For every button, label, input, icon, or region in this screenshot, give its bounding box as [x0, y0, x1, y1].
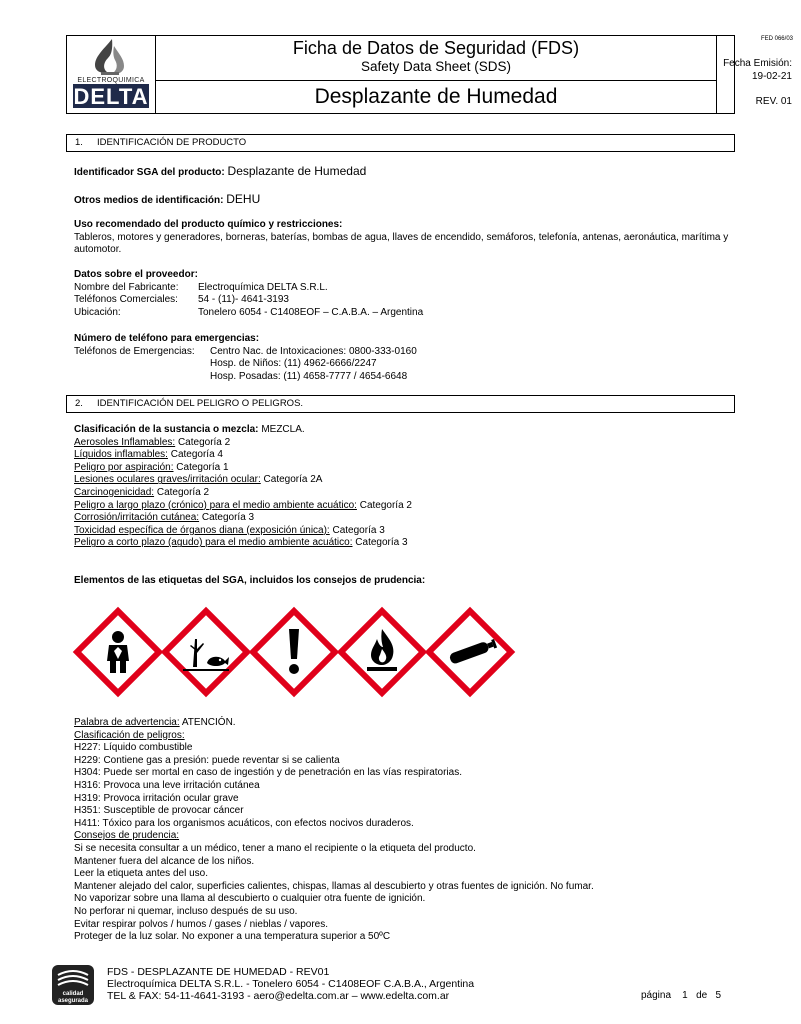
hazard-class-row: Toxicidad específica de órganos diana (exposición única): Categoría 3	[74, 524, 385, 536]
title-spanish: Ficha de Datos de Seguridad (FDS)	[292, 38, 580, 58]
precaution-statement: Mantener fuera del alcance de los niños.	[74, 855, 255, 867]
quality-assured-icon	[52, 965, 94, 1005]
document-header	[66, 35, 793, 114]
precaution-statement: Proteger de la luz solar. No exponer a una temperatura superior a 50ºC	[74, 931, 391, 943]
precaution-statement: No perforar ni quemar, incluso después de su uso.	[74, 905, 298, 917]
emergency-line: Centro Nac. de Intoxicaciones: 0800-333-0160	[210, 345, 417, 357]
company-logo	[67, 36, 156, 113]
footer-info: FDS - DESPLAZANTE DE HUMEDAD - REV01 Electroquímica DELTA S.R.L. - Tonelero 6054 - C1408EOF C.A.B.A., Argentina TEL & FAX: 54-11-4641-3193 - aero@edelta.com.ar – www.edelta.com.ar	[107, 966, 475, 1002]
supplier-row: Teléfonos Comerciales: 54 - (11)- 4641-3193	[74, 294, 289, 306]
hazard-statements: Palabra de advertencia: ATENCIÓN. Clasificación de peligros: H227: Líquido combustible H229: Contiene gas a presión: puede reventar si se calienta H304: Puede ser mortal en caso de ingestión y de penetración en las vías respiratorias. H316: Provoca una leve irritación cutánea H319: Provoca irritación ocular grave H351: Susceptible de provocar cáncer H411: Tóxico para los organismos acuáticos, con efectos nocivos duraderos. Consejos de prudencia: Si se necesita consultar a un médico, tener a mano el recipiente o la etiqueta del producto. Mantener fuera del alcance de los niños. Leer la etiqueta antes del uso. Mantener alejado del calor, superficies calientes, chispas, llamas al descubierto y otras fuentes de ignición. No fumar. No vaporizar sobre una llama al descubierto o cualquier otra fuente de ignición. No perforar ni quemar, incluso después de su uso. Evitar respirar polvos / humos / gases / nieblas / vapores. Proteger de la luz solar. No exponer a una temperatura superior a 50ºC	[74, 717, 734, 944]
precaution-statement: Si se necesita consultar a un médico, tener a mano el recipiente o la etiqueta del producto.	[74, 842, 476, 854]
doc-code: FED 066/03	[760, 36, 793, 42]
precaution-statement: Leer la etiqueta antes del uso.	[74, 868, 208, 880]
precaution-statement: Evitar respirar polvos / humos / gases / nieblas / vapores.	[74, 918, 329, 930]
hazard-class-row: Peligro a corto plazo (agudo) para el medio ambiente acuático: Categoría 3	[74, 537, 408, 549]
sga-identifier: Identificador SGA del producto: Desplazante de Humedad	[74, 164, 367, 178]
title-english: Safety Data Sheet (SDS)	[360, 59, 512, 74]
delta-logo-icon	[67, 36, 155, 113]
quality-badge	[52, 965, 94, 1005]
emergency-line: Hosp. Posadas: (11) 4658-7777 / 4654-6648	[210, 370, 408, 382]
h-statement: H351: Susceptible de provocar cáncer	[74, 805, 244, 817]
exclamation-icon	[253, 611, 335, 693]
emergency-phone: Número de teléfono para emergencias: Teléfonos de Emergencias: Centro Nac. de Intoxicaciones: 0800-333-0160 Hosp. de Niños: (11) 4962-6666/2247 Hosp. Posadas: (11) 4658-7777 / 4654-6648	[74, 333, 417, 382]
hazard-class-row: Líquidos inflamables: Categoría 4	[74, 449, 223, 461]
supplier-row: Ubicación: Tonelero 6054 - C1408EOF – C.A.B.A. – Argentina	[74, 306, 424, 318]
svg-text:DELTA: DELTA	[73, 84, 149, 109]
precaution-statement: Mantener alejado del calor, superficies calientes, chispas, llamas al descubierto y otras fuentes de ignición. No fumar.	[74, 880, 594, 892]
hazard-class-row: Lesiones oculares graves/irritación ocular: Categoría 2A	[74, 474, 323, 486]
product-title: Desplazante de Humedad	[314, 85, 558, 108]
svg-text:ELECTROQUIMICA: ELECTROQUIMICA	[77, 77, 145, 84]
emergency-line: Hosp. de Niños: (11) 4962-6666/2247	[210, 358, 377, 370]
svg-text:asegurada: asegurada	[57, 998, 89, 1004]
svg-text:calidad: calidad	[62, 991, 84, 997]
h-statement: H229: Contiene gas a presión: puede reventar si se calienta	[74, 754, 340, 766]
other-identification: Otros medios de identificación: DEHU	[74, 192, 261, 206]
recommended-use: Uso recomendado del producto químico y restricciones: Tableros, motores y generadores, borneras, baterías, bombas de agua, llaves de encendido, semáforos, telefonía, antenas, aeronáutica, marítima y automotor.	[74, 219, 729, 256]
supplier-row: Nombre del Fabricante: Electroquímica DELTA S.R.L.	[74, 281, 328, 293]
h-statement: H411: Tóxico para los organismos acuáticos, con efectos nocivos duraderos.	[74, 817, 414, 829]
revision: REV. 01	[755, 96, 792, 107]
hazard-class-row: Corrosión/irritación cutánea: Categoría 3	[74, 512, 255, 524]
environment-icon	[165, 611, 247, 693]
hazard-class-row: Aerosoles Inflamables: Categoría 2	[74, 436, 231, 448]
gas-cylinder-icon	[429, 611, 511, 693]
supplier-data: Datos sobre el proveedor: Nombre del Fabricante: Electroquímica DELTA S.R.L. Teléfonos Comerciales: 54 - (11)- 4641-3193 Ubicación: Tonelero 6054 - C1408EOF – C.A.B.A. – Argentina	[74, 269, 424, 318]
hazard-class-row: Peligro a largo plazo (crónico) para el medio ambiente acuático: Categoría 2	[74, 499, 412, 511]
ghs-pictograms	[75, 609, 515, 695]
classification: Clasificación de la sustancia o mezcla: MEZCLA. Aerosoles Inflamables: Categoría 2 Líquidos inflamables: Categoría 4 Peligro por aspiración: Categoría 1 Lesiones oculares graves/irritación ocular: Categoría 2A Carcinogenicidad: Categoría 2 Peligro a largo plazo (crónico) para el medio ambiente acuático: Categoría 2 Corrosión/irritación cutánea: Categoría 3 Toxicidad específica de órganos diana (exposición única): Categoría 3 Peligro a corto plazo (agudo) para el medio ambiente acuático: Categoría 3	[74, 424, 412, 549]
precaution-statement: No vaporizar sobre una llama al descubierto o cualquier otra fuente de ignición.	[74, 893, 426, 905]
section-1-header: 1. IDENTIFICACIÓN DE PRODUCTO	[66, 134, 735, 152]
hazard-class-row: Peligro por aspiración: Categoría 1	[74, 461, 229, 473]
label-elements-heading: Elementos de las etiquetas del SGA, incluidos los consejos de prudencia:	[74, 575, 426, 586]
h-statement: H304: Puede ser mortal en caso de ingestión y de penetración en las vías respiratorias.	[74, 767, 462, 779]
health-hazard-icon	[77, 611, 159, 693]
hazard-class-row: Carcinogenicidad: Categoría 2	[74, 486, 210, 498]
h-statement: H319: Provoca irritación ocular grave	[74, 792, 239, 804]
flame-icon	[341, 611, 423, 693]
h-statement: H227: Líquido combustible	[74, 742, 193, 754]
section-2-header: 2. IDENTIFICACIÓN DEL PELIGRO O PELIGROS.	[66, 395, 735, 413]
page-number: página 1 de 5	[641, 990, 722, 1001]
issue-date: 19-02-21	[751, 71, 792, 82]
issue-label: Fecha Emisión:	[723, 58, 792, 69]
issue-info	[716, 36, 801, 113]
h-statement: H316: Provoca una leve irritación cutánea	[74, 779, 260, 791]
